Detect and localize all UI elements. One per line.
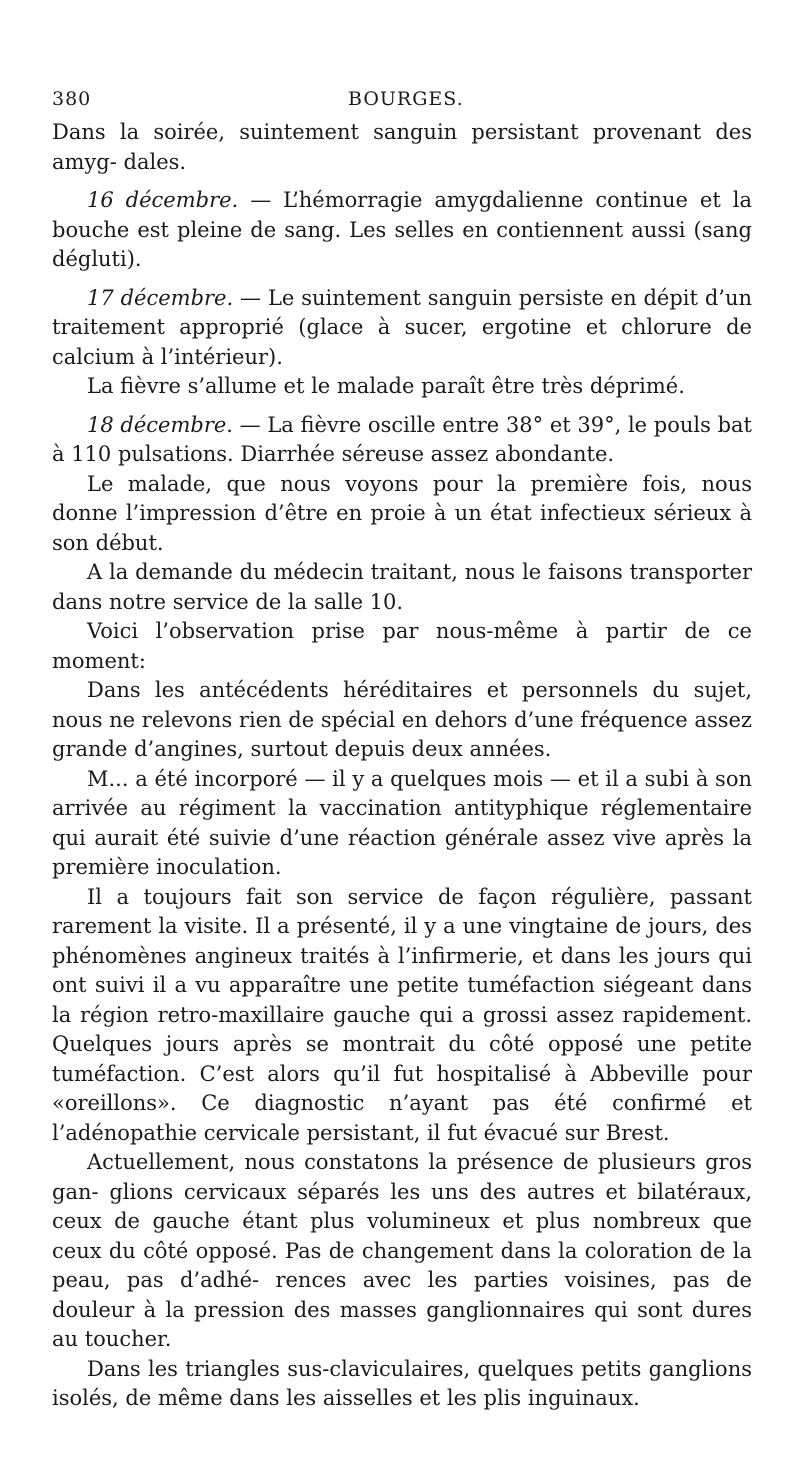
paragraph-text: M... a été incorporé — il y a quelques mois — et il a subi à son arrivée au régiment la vaccination antityphique réglementaire qui aurait été suivie d’une réaction générale assez vive après la première inoculation.: [52, 766, 752, 879]
paragraph: [52, 765, 752, 883]
paragraph-text: Dans la soirée, suintement sanguin persistant provenant des amyg- dales.: [52, 120, 752, 174]
paragraph-text: Dans les antécédents héréditaires et personnels du sujet, nous ne relevons rien de spécial en dehors d’une fréquence assez grande d’angines, surtout depuis deux années.: [52, 678, 752, 761]
entry-date: 17 décembre.: [87, 285, 234, 310]
paragraph: [52, 558, 752, 617]
paragraph: [52, 372, 752, 402]
body-text: [52, 118, 752, 1414]
paragraph: [52, 118, 752, 177]
paragraph-text: — Le suintement sanguin persiste en dépit d’un traitement approprié (glace à sucer, ergotine et chlorure de calcium à l’intérieur).: [52, 285, 752, 369]
diary-entry: [52, 284, 752, 373]
paragraph-text: Dans les triangles sus-claviculaires, quelques petits ganglions isolés, de même dans les aisselles et les plis inguinaux.: [52, 1356, 752, 1410]
paragraph-text: — L’hémorragie amygdalienne continue et la bouche est pleine de sang. Les selles en contiennent aussi (sang dégluti).: [52, 188, 752, 271]
paragraph-text: Voici l’observation prise par nous-même à partir de ce moment:: [52, 619, 752, 673]
page-number: 380: [52, 88, 92, 110]
paragraph: [52, 1148, 752, 1355]
paragraph: [52, 617, 752, 676]
paragraph-text: Actuellement, nous constatons la présence de plusieurs gros gan- glions cervicaux séparés les uns des autres et bilatéraux, ceux de gauche étant plus volumineux et plus nombreux que ceux du côté opposé. Pas de changement dans la coloration de la peau, pas d’adhé- rences avec les parties voisines, pas de douleur à la pression des masses ganglionnaires qui sont dures au toucher.: [52, 1150, 752, 1351]
paragraph: [52, 1355, 752, 1414]
paragraph: [52, 676, 752, 765]
paragraph-text: Il a toujours fait son service de façon régulière, passant rarement la visite. Il a présenté, il y a une vingtaine de jours, des phénomènes angineux traités à l’infirmerie, et dans les jours qui ont suivi il a vu apparaître une petite tuméfaction siégeant dans la région retro-maxillaire gauche qui a grossi assez rapidement. Quelques jours après se montrait du côté opposé une petite tuméfaction. C’est alors qu’il fut hospitalisé à Abbeville pour «oreillons». Ce diagnostic n’ayant pas été confirmé et l’adénopathie cervicale persistant, il fut évacué sur Brest.: [52, 884, 752, 1145]
paragraph-text: — La fièvre oscille entre 38° et 39°, le pouls bat à 110 pulsations. Diarrhée séreuse assez abondante.: [52, 412, 752, 466]
entry-date: 16 décembre.: [87, 188, 239, 212]
paragraph-text: La fièvre s’allume et le malade paraît être très déprimé.: [87, 374, 685, 398]
running-title: BOURGES.: [348, 88, 464, 110]
entry-date: 18 décembre.: [87, 412, 233, 437]
paragraph: [52, 883, 752, 1149]
diary-entry: [52, 186, 752, 275]
diary-entry: [52, 411, 752, 470]
paragraph-text: Le malade, que nous voyons pour la première fois, nous donne l’impression d’être en proie à un état infectieux sérieux à son début.: [52, 471, 752, 555]
paragraph: [52, 470, 752, 559]
paragraph-text: A la demande du médecin traitant, nous le faisons transporter dans notre service de la salle 10.: [52, 560, 752, 614]
page-header: [52, 88, 752, 118]
